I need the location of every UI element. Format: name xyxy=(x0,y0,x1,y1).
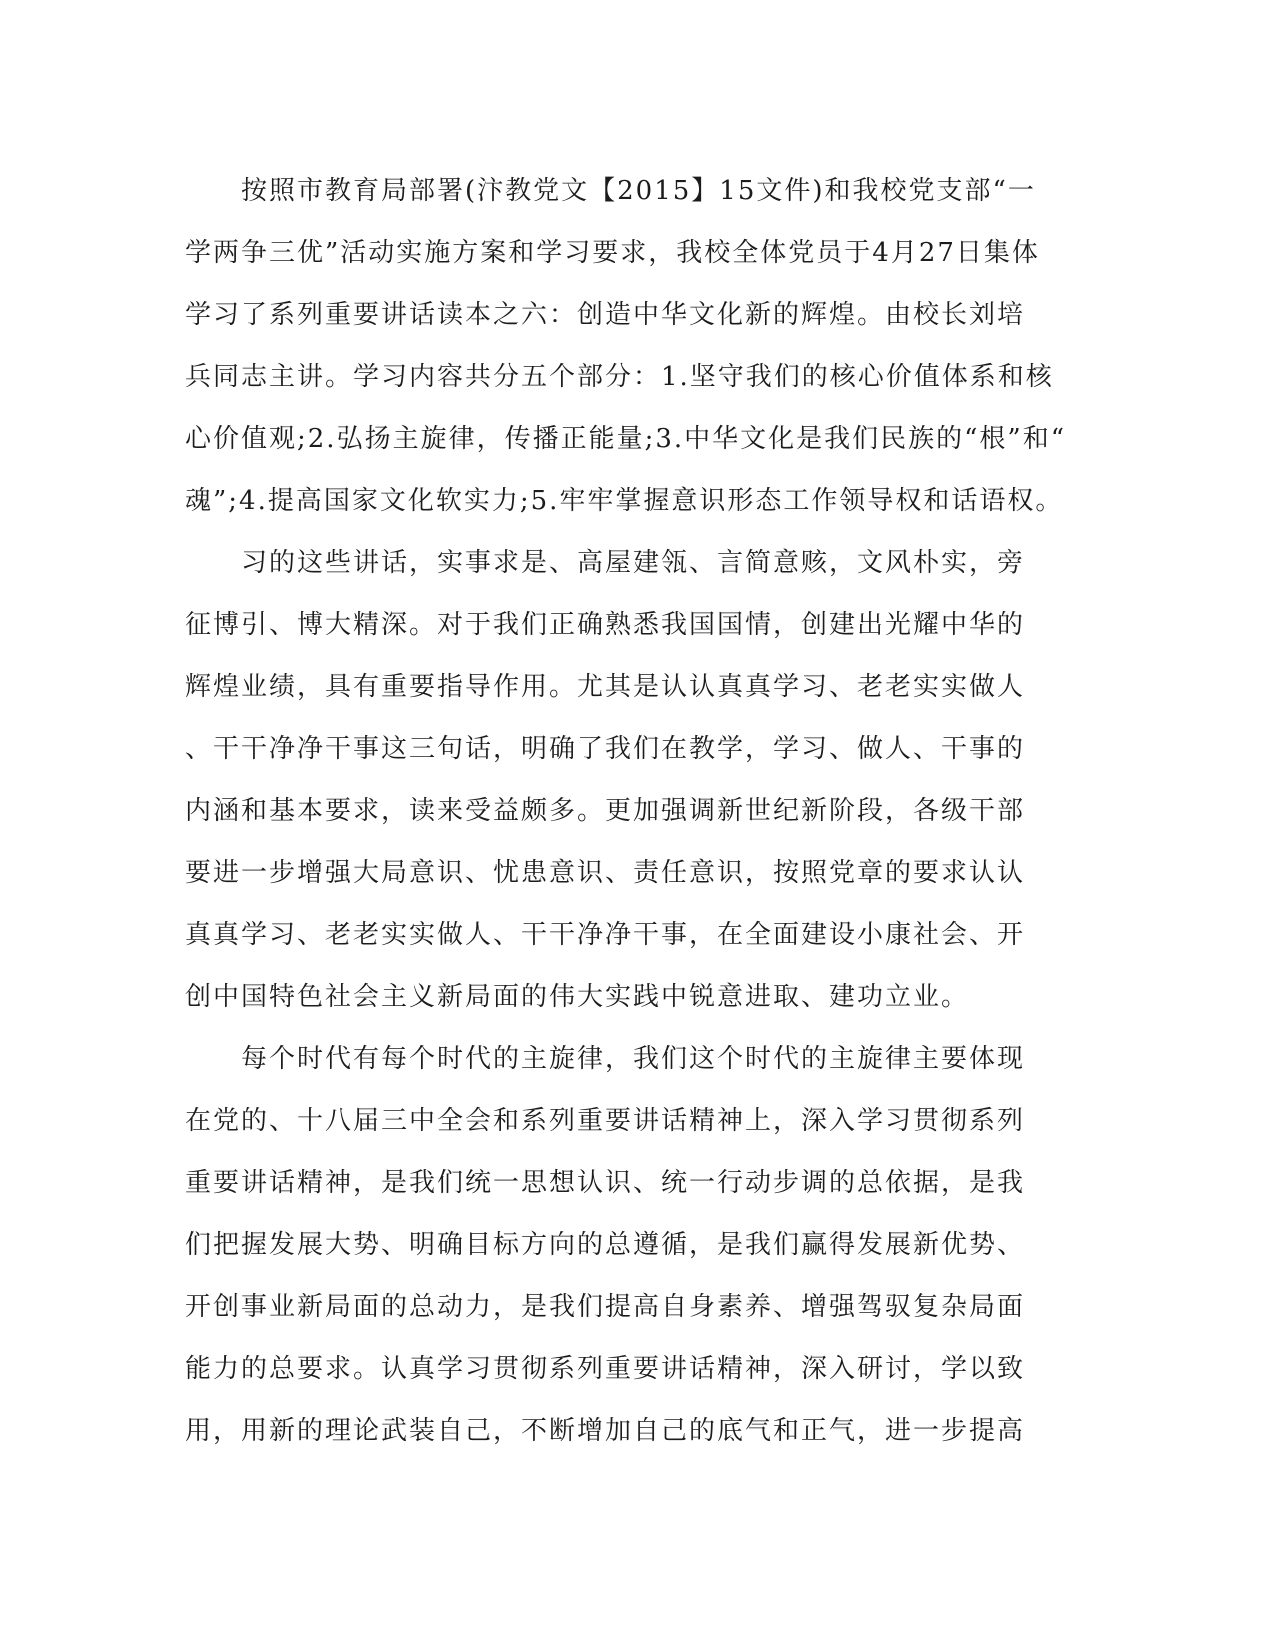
paragraph-2 xyxy=(185,532,1045,1028)
text-line: 、干干净净干事这三句话，明确了我们在教学，学习、做人、干事的 xyxy=(185,734,1026,764)
text-line: 学两争三优”活动实施方案和学习要求，我校全体党员于4月27日集体 xyxy=(185,238,1040,268)
text-line: 魂”;4.提高国家文化软实力;5.牢牢掌握意识形态工作领导权和话语权。 xyxy=(185,486,1064,516)
text-line: 征博引、博大精深。对于我们正确熟悉我国国情，创建出光耀中华的 xyxy=(185,610,1026,640)
text-line: 创中国特色社会主义新局面的伟大实践中锐意进取、建功立业。 xyxy=(185,982,970,1012)
paragraph-1 xyxy=(185,160,1067,532)
text-line: 按照市教育局部署(汴教党文【2015】15文件)和我校党支部“一 xyxy=(185,176,1036,206)
text-line: 辉煌业绩，具有重要指导作用。尤其是认认真真学习、老老实实做人 xyxy=(185,672,1026,702)
text-line: 在党的、十八届三中全会和系列重要讲话精神上，深入学习贯彻系列 xyxy=(185,1106,1026,1136)
text-line: 心价值观;2.弘扬主旋律，传播正能量;3.中华文化是我们民族的“根”和“ xyxy=(185,424,1067,454)
text-line: 每个时代有每个时代的主旋律，我们这个时代的主旋律主要体现 xyxy=(185,1044,1026,1074)
text-line: 兵同志主讲。学习内容共分五个部分：1.坚守我们的核心价值体系和核 xyxy=(185,362,1054,392)
text-line: 开创事业新局面的总动力，是我们提高自身素养、增强驾驭复杂局面 xyxy=(185,1292,1026,1322)
text-line: 重要讲话精神，是我们统一思想认识、统一行动步调的总依据，是我 xyxy=(185,1168,1026,1198)
document-body xyxy=(185,160,1067,1462)
text-line: 真真学习、老老实实做人、干干净净干事，在全面建设小康社会、开 xyxy=(185,920,1026,950)
text-line: 们把握发展大势、明确目标方向的总遵循，是我们赢得发展新优势、 xyxy=(185,1230,1026,1260)
text-line: 习的这些讲话，实事求是、高屋建瓴、言简意赅，文风朴实，旁 xyxy=(185,548,1026,578)
text-line: 要进一步增强大局意识、忧患意识、责任意识，按照党章的要求认认 xyxy=(185,858,1026,888)
text-line: 学习了系列重要讲话读本之六：创造中华文化新的辉煌。由校长刘培 xyxy=(185,300,1026,330)
text-line: 用，用新的理论武装自己，不断增加自己的底气和正气，进一步提高 xyxy=(185,1416,1026,1446)
text-line: 能力的总要求。认真学习贯彻系列重要讲话精神，深入研讨，学以致 xyxy=(185,1354,1026,1384)
text-line: 内涵和基本要求，读来受益颇多。更加强调新世纪新阶段，各级干部 xyxy=(185,796,1026,826)
paragraph-3 xyxy=(185,1028,1045,1462)
